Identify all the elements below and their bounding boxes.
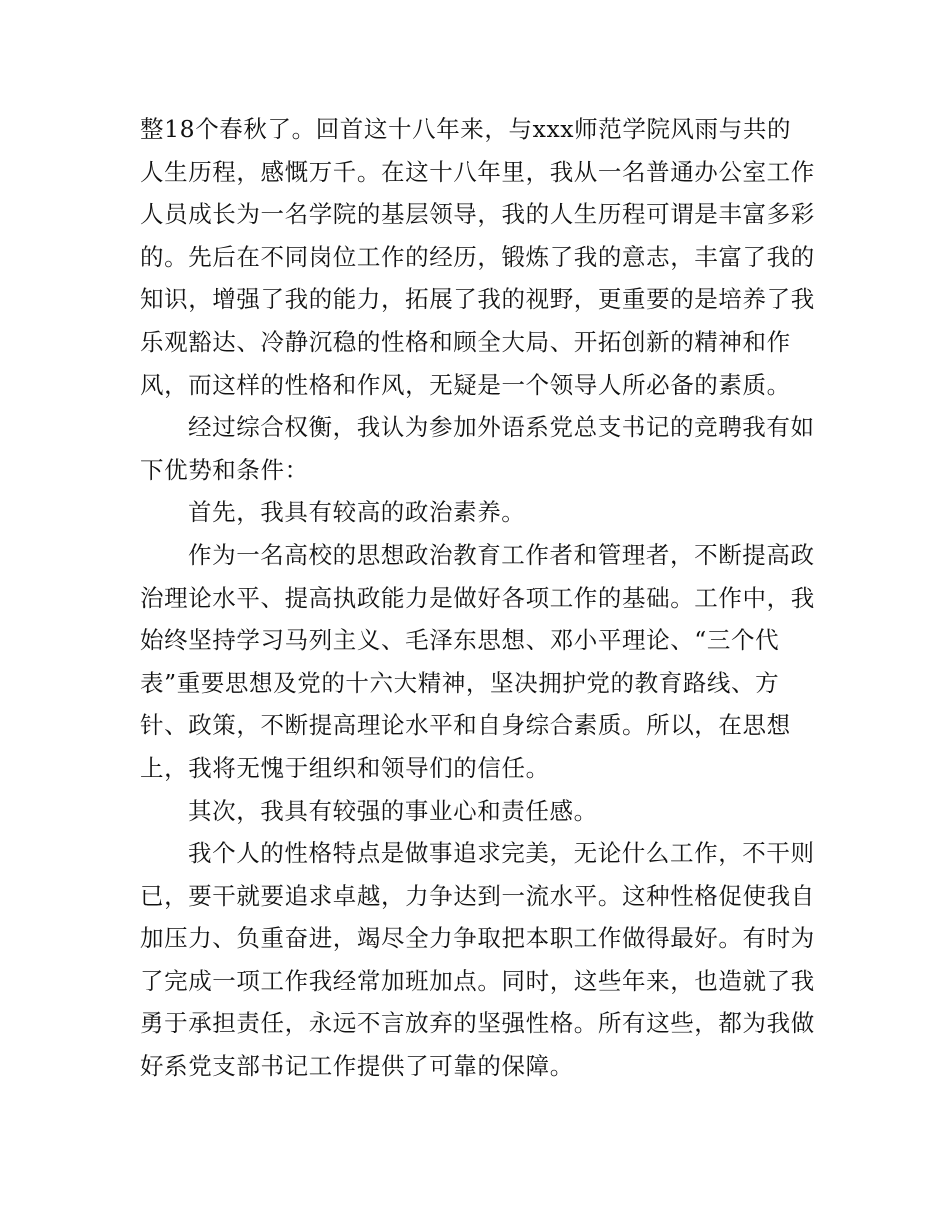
paragraph-advantages-intro: 经过综合权衡，我认为参加外语系党总支书记的竞聘我有如下优势和条件： [140,413,815,484]
paragraph-continuation: 整18个春秋了。回首这十八年来，与xxx师范学院风雨与共的人生历程，感慨万千。在这十八年里，我从一名普通办公室工作人员成长为一名学院的基层领导，我的人生历程可谓是丰富多彩的。先后在不同岗位工作的经历，锻炼了我的意志，丰富了我的知识，增强了我的能力，拓展了我的视野，更重要的是培养了我乐观豁达、冷静沉稳的性格和顾全大局、开拓创新的精神和作风，而这样的性格和作风，无疑是一个领导人所必备的素质。 [140,115,815,399]
paragraph-responsibility: 我个人的性格特点是做事追求完美，无论什么工作，不干则已，要干就要追求卓越，力争达到一流水平。这种性格促使我自加压力、负重奋进，竭尽全力争取把本职工作做得最好。有时为了完成一项工作我经常加班加点。同时，这些年来，也造就了我勇于承担责任，永远不言放弃的坚强性格。所有这些，都为我做好系党支部书记工作提供了可靠的保障。 [140,839,815,1081]
paragraph-political-literacy: 作为一名高校的思想政治教育工作者和管理者，不断提高政治理论水平、提高执政能力是做好各项工作的基础。工作中，我始终坚持学习马列主义、毛泽东思想、邓小平理论、“三个代表”重要思想及党的十六大精神，坚决拥护党的教育路线、方针、政策，不断提高理论水平和自身综合素质。所以，在思想上，我将无愧于组织和领导们的信任。 [140,540,815,782]
paragraph-first-point: 首先，我具有较高的政治素养。 [188,498,526,527]
document-body [140,108,815,1088]
paragraph-second-point: 其次，我具有较强的事业心和责任感。 [188,796,598,825]
